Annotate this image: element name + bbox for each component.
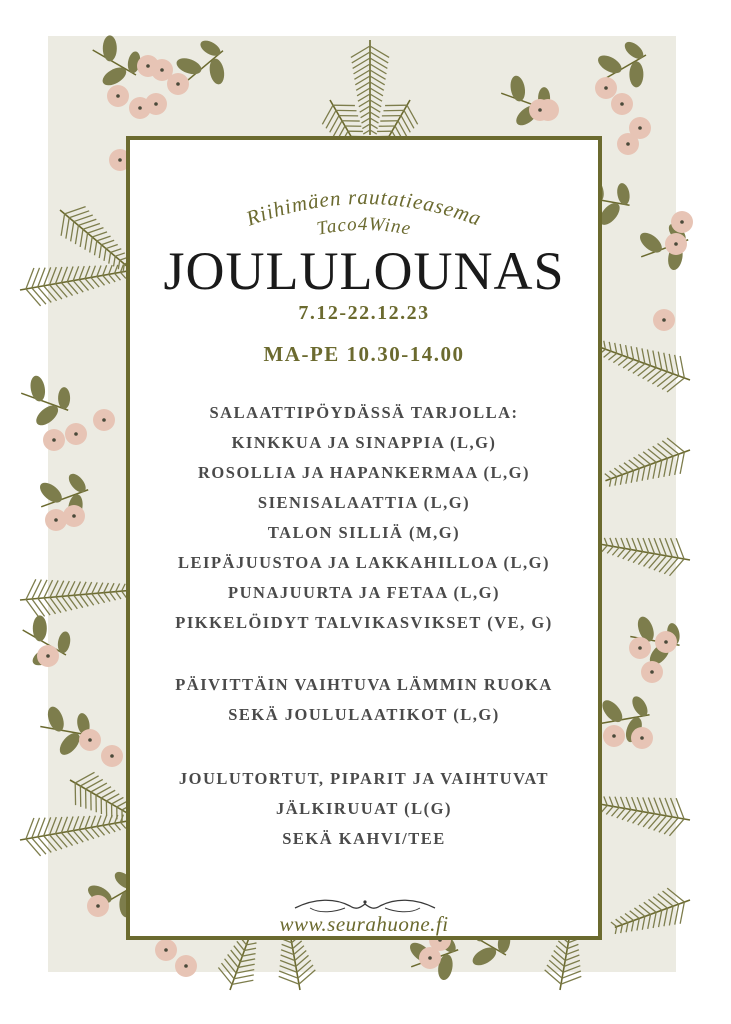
website-link[interactable]: www.seurahuone.fi — [279, 912, 449, 936]
leaf-sprig — [12, 370, 78, 436]
warm-food-section — [130, 670, 598, 730]
menu-item: JOULUTORTUT, PIPARIT JA VAIHTUVAT — [178, 769, 550, 788]
pine-sprig — [588, 784, 693, 839]
menu-item: TALON SILLIÄ (M,G) — [267, 523, 461, 542]
menu-item: PÄIVITTÄIN VAIHTUVA LÄMMIN RUOKA — [175, 675, 553, 694]
leaf-sprig — [9, 609, 79, 679]
pine-sprig — [607, 882, 697, 946]
salad-table-section — [130, 398, 598, 638]
venue-line: Riihimäen rautatieasema — [242, 184, 486, 231]
pine-sprig — [589, 328, 696, 398]
menu-item: SEKÄ JOULULAATIKOT (L,G) — [228, 705, 500, 724]
date-range: 7.12-22.12.23 — [298, 302, 430, 324]
subtitle-arc — [130, 164, 598, 244]
pine-sprig — [598, 526, 693, 579]
menu-item: JÄLKIRUUAT (L(G) — [275, 799, 453, 818]
menu-item: KINKKUA JA SINAPPIA (L,G) — [231, 433, 497, 452]
pine-sprig — [599, 432, 697, 499]
section-heading: SALAATTIPÖYDÄSSÄ TARJOLLA: — [209, 403, 519, 422]
pine-sprig — [17, 252, 134, 309]
opening-hours: MA-PE 10.30-14.00 — [263, 342, 465, 366]
menu-card — [126, 136, 602, 940]
pine-sprig — [17, 802, 134, 859]
menu-item: ROSOLLIA JA HAPANKERMAA (L,G) — [198, 463, 530, 482]
pine-sprig — [18, 571, 133, 619]
menu-item: LEIPÄJUUSTOA JA LAKKAHILLOA (L,G) — [178, 553, 550, 572]
menu-item: PUNAJUURTA JA FETAA (L,G) — [228, 583, 500, 602]
dessert-section — [130, 764, 598, 854]
svg-text:Taco4Wine — [315, 214, 413, 240]
menu-item: PIKKELÖIDYT TALVIKASVIKSET (VE, G) — [175, 613, 553, 632]
page-title: JOULULOUNAS — [163, 241, 565, 301]
menu-item: SIENISALAATTIA (L,G) — [257, 493, 471, 512]
brand-line: Taco4Wine — [315, 213, 413, 240]
menu-item: SEKÄ KAHVI/TEE — [282, 829, 446, 848]
